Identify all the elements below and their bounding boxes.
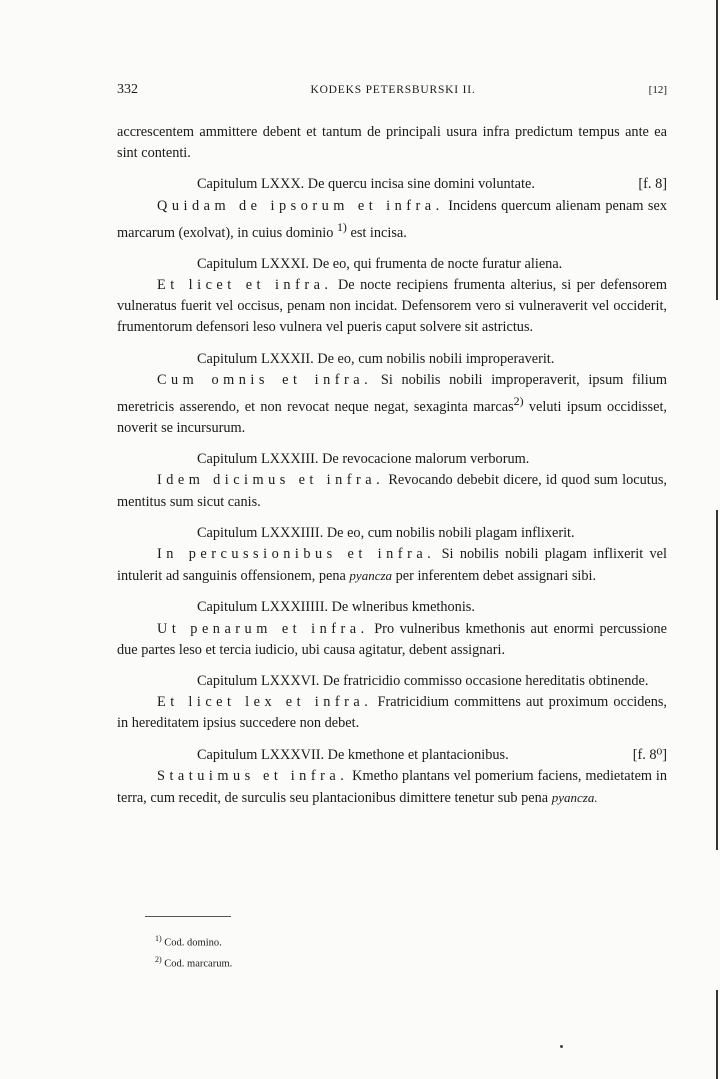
paragraph-text-end: est incisa.	[350, 224, 407, 241]
vernacular-term: pyancza.	[551, 790, 598, 806]
paragraph-81	[117, 275, 667, 339]
section-number: [12]	[648, 84, 667, 96]
chapter-heading-87	[117, 745, 667, 766]
vernacular-term: pyancza	[349, 568, 393, 584]
footnote-text: Cod. marcarum.	[164, 958, 233, 970]
footnote-1	[155, 934, 222, 949]
paragraph-text: Si nobilis nobili improperaverit, ipsum filium meretricis asserendo, et non revocat neque negat, sexaginta marcas	[117, 371, 668, 415]
chapter-title: Capitulum LXXXVII. De kmethone et plantacionibus.	[197, 746, 509, 763]
folio-marker: [f. 8⁰]	[632, 746, 667, 763]
paragraph-text: De nocte recipiens frumenta alterius, si per defensorem vulneratus fuerit vel occisus, penam non incidat. Defensorem vero si vulneraverit vel occiderit, frumentorum defensori leso vulnera vel pueris caput solvere sit astrictus.	[117, 276, 668, 336]
incipit: Quidam de ipsorum et infra.	[157, 197, 444, 214]
chapter-title: Capitulum LXXX. De quercu incisa sine domini voluntate.	[197, 176, 535, 193]
incipit: Statuimus et infra.	[157, 767, 349, 784]
incipit: Et licet et infra.	[157, 276, 333, 293]
chapter-heading-84: Capitulum LXXXIIII. De eo, cum nobilis nobili plagam inflixerit.	[197, 524, 575, 541]
paragraph-85	[117, 619, 667, 661]
page-edge-shadow	[716, 0, 718, 300]
incipit: Cum omnis et infra.	[157, 371, 373, 388]
paragraph-text: Revocando debebit dicere, id quod sum locutus, mentitus sum sicut canis.	[117, 472, 667, 510]
paragraph-text: Fratricidium committens aut proximum occidens, in hereditatem ipsius succedere non debet.	[117, 694, 667, 732]
paragraph-80	[117, 196, 667, 244]
page-edge-shadow	[716, 510, 718, 850]
paragraph-continued: accrescentem ammittere debent et tantum de principali usura infra predictum tempus ante ea sint contenti.	[117, 124, 667, 162]
paragraph-83	[117, 470, 667, 512]
footnote-ref: 2)	[513, 394, 524, 408]
page-number: 332	[117, 82, 138, 97]
paragraph-86	[117, 692, 667, 734]
footnote-mark: 2)	[155, 955, 162, 964]
paragraph-text: Kmetho plantans vel pomerium faciens, medietatem in terra, cum recedit, de surculis seu plantacionibus dimittere tenetur sub pena	[117, 767, 667, 807]
folio-marker: [f. 8]	[638, 176, 667, 193]
paragraph-text: Pro vulneribus kmethonis aut enormi percussione due partes leso et tercia iudicio, ubi causa agitatur, debent assignari.	[117, 620, 667, 658]
paragraph-82	[117, 370, 667, 439]
page-edge-shadow	[716, 990, 718, 1079]
print-speck	[560, 1045, 563, 1048]
footnote-rule	[145, 916, 231, 917]
chapter-heading-82: Capitulum LXXXII. De eo, cum nobilis nobili improperaverit.	[197, 350, 555, 367]
paragraph-87	[117, 766, 667, 809]
chapter-heading-80	[117, 174, 667, 195]
paragraph-text-end: per inferentem debet assignari sibi.	[395, 568, 597, 585]
paragraph-text-end: veluti ipsum occidisset, noverit se incursurum.	[117, 398, 667, 436]
incipit: In percussionibus et infra.	[157, 545, 436, 562]
chapter-heading-85: Capitulum LXXXIIIII. De wlneribus kmethonis.	[197, 599, 475, 616]
incipit: Idem dicimus et infra.	[157, 472, 385, 489]
footnote-text: Cod. domino.	[164, 937, 222, 949]
chapter-heading-83: Capitulum LXXXIII. De revocacione malorum verborum.	[197, 451, 530, 468]
paragraph-text: Si nobilis nobili plagam inflixerit vel intulerit ad sanguinis offensionem, pena	[117, 545, 667, 585]
paragraph-84	[117, 544, 667, 587]
paragraph-text: Incidens quercum alienam penam sex marcarum (exolvat), in cuius dominio	[117, 197, 667, 241]
incipit: Ut penarum et infra.	[157, 620, 369, 637]
chapter-heading-81: Capitulum LXXXI. De eo, qui frumenta de nocte furatur aliena.	[197, 255, 563, 272]
chapter-heading-86: Capitulum LXXXVI. De fratricidio commisso occasione hereditatis obtinende.	[197, 673, 649, 689]
running-header	[117, 82, 669, 104]
page-body	[117, 122, 667, 809]
running-title: KODEKS PETERSBURSKI II.	[310, 84, 476, 96]
footnote-ref: 1)	[336, 219, 347, 234]
footnote-mark: 1)	[155, 934, 162, 943]
footnote-2	[155, 955, 232, 970]
incipit: Et licet lex et infra.	[157, 694, 373, 711]
